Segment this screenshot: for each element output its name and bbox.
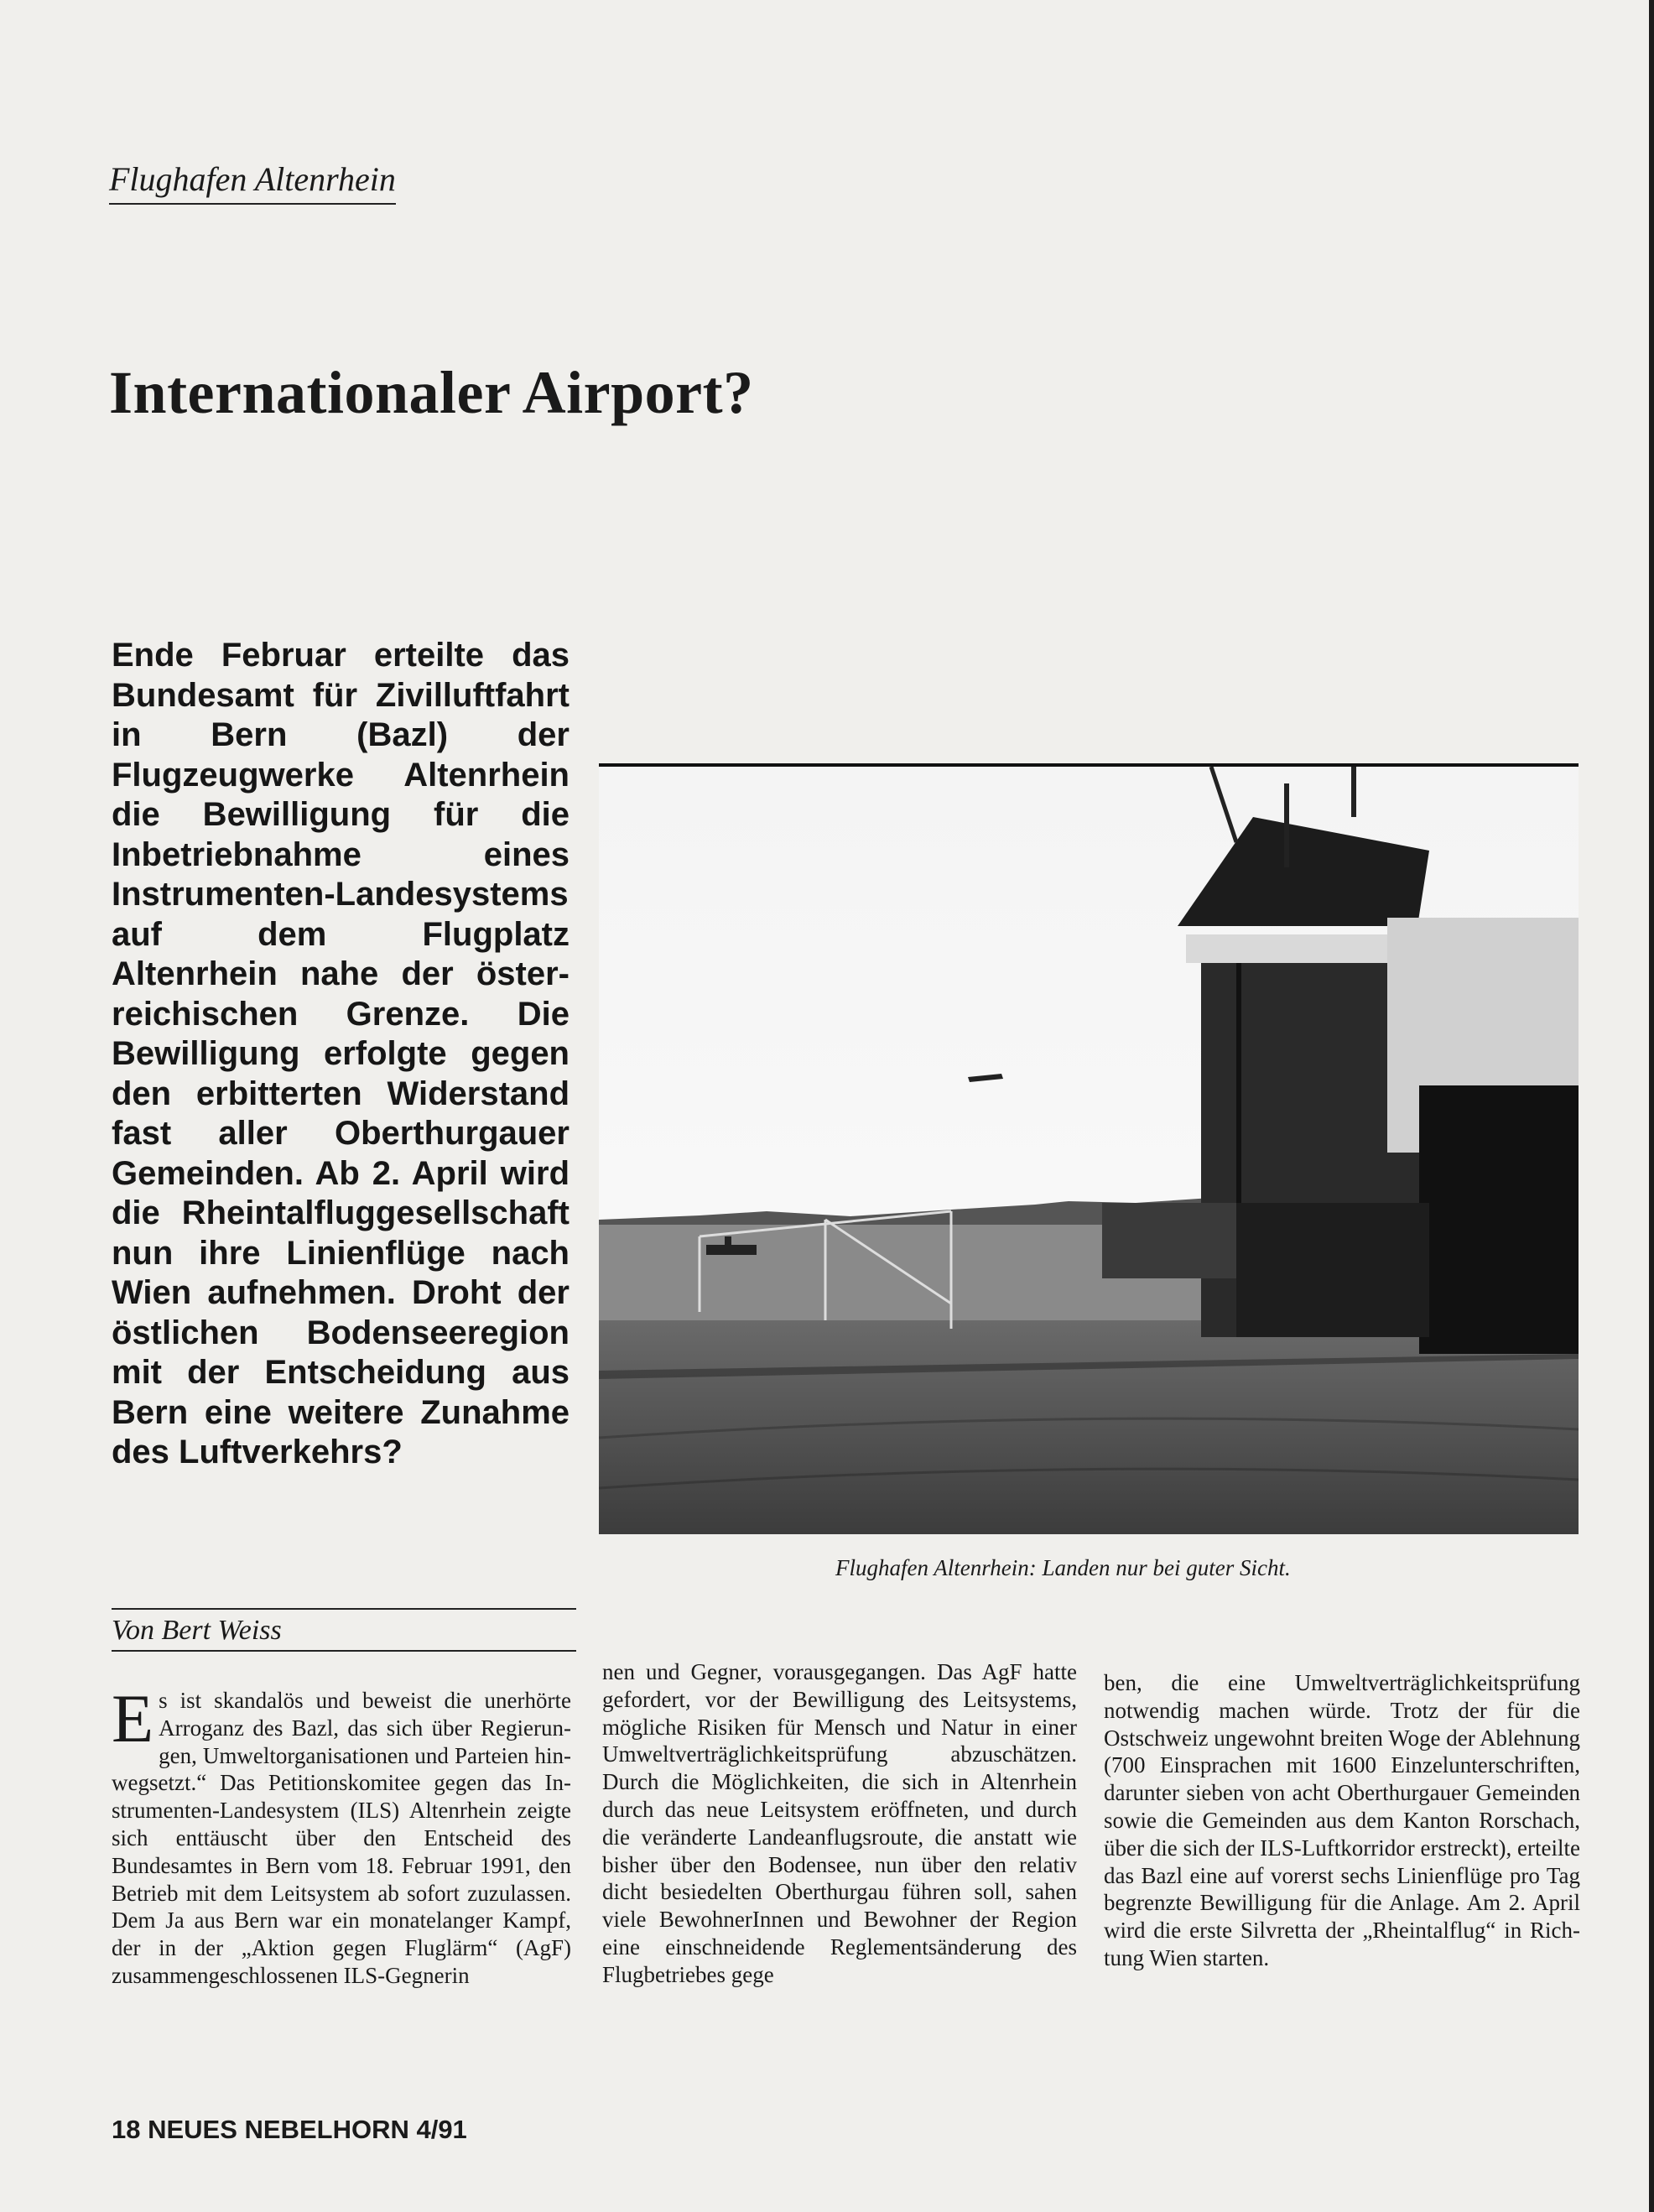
photo-caption: Flughafen Altenrhein: Landen nur bei guter Sicht. — [835, 1555, 1291, 1580]
drop-cap: E — [112, 1680, 154, 1757]
section-rubric: Flughafen Altenrhein — [109, 159, 396, 205]
airport-tower-image — [599, 767, 1579, 1534]
body-column-1-text: s ist skandalös und beweist die unerhörte Arroganz des Bazl, das sich über Regierungen, Umweltorganisationen und Parteien hinwegsetzt.“ Das Petitionskomitee gegen das Instrumenten-Landesystem (ILS) Altenrhein zeigte sich enttäuscht über den Entscheid des Bundesamtes in Bern vom 18. Februar 1991, den Betrieb mit dem Leitsystem ab sofort zuzulassen. Dem Ja aus Bern war ein monatelanger Kampf, der in der „Aktion gegen Fluglärm“ (AgF) zusammengeschlossenen ILS-Gegnerin — [112, 1688, 571, 1988]
airport-photo — [599, 763, 1579, 1534]
body-column-2: nen und Gegner, vorausgegangen. Das AgF hatte gefordert, vor der Bewilligung des Leitsystems, mögliche Risiken für Mensch und Natur in einer Umweltverträglichkeitsprüfung abzuschätzen. Durch die Möglichkeiten, die sich in Altenrhein durch das neue Leitsystem eröffneten, und durch die veränderte Landeanflugsroute, die anstatt wie bisher über den Bodensee, nun über den relativ dicht besiedelten Oberthurgau führen soll, sahen viele BewohnerInnen und Bewohner der Region eine einschneidende Reglementsänderung des Flugbetriebes gege — [602, 1659, 1077, 1987]
body-column-3: ben, die eine Umweltverträglichkeitsprüfung notwendig machen würde. Trotz der für die Ostschweiz ungewohnt breiten Woge der Ablehnung (700 Einsprachen mit 1600 Einzelunterschriften, darunter sieben von acht Oberthurgauer Gemeinden sowie die Gemeinden aus dem Kanton Rorschach, über die sich der ILS-Luftkorridor erstreckt), erteilte das Bazl eine auf vorerst sechs Linienflüge pro Tag begrenzte Bewilligung für die Anlage. Am 2. April wird die erste Silvretta der „Rheintalflug“ in Richtung Wien starten. — [1104, 1670, 1580, 1970]
article-headline: Internationaler Airport? — [109, 359, 754, 426]
byline: Von Bert Weiss — [112, 1608, 576, 1652]
page-footer: 18 NEUES NEBELHORN 4/91 — [112, 2115, 467, 2144]
page-edge — [1649, 0, 1654, 2212]
article-lead: Ende Februar erteilte das Bundesamt für Zivilluftfahrt in Bern (Bazl) der Flugzeugwerke Altenrhein die Bewilligung für die Inbetriebnahme eines Instrumenten-Landesystems auf dem Flugplatz Altenrhein nahe der österreichischen Grenze. Die Bewilligung erfolgte gegen den erbitterten Widerstand fast aller Oberthurgauer Gemeinden. Ab 2. April wird die Rheintalfluggesellschaft nun ihre Linienflüge nach Wien aufnehmen. Droht der östlichen Bodenseeregion mit der Entscheidung aus Bern eine weitere Zunahme des Luftverkehrs? — [112, 637, 570, 1470]
body-column-1 — [112, 1680, 571, 1990]
